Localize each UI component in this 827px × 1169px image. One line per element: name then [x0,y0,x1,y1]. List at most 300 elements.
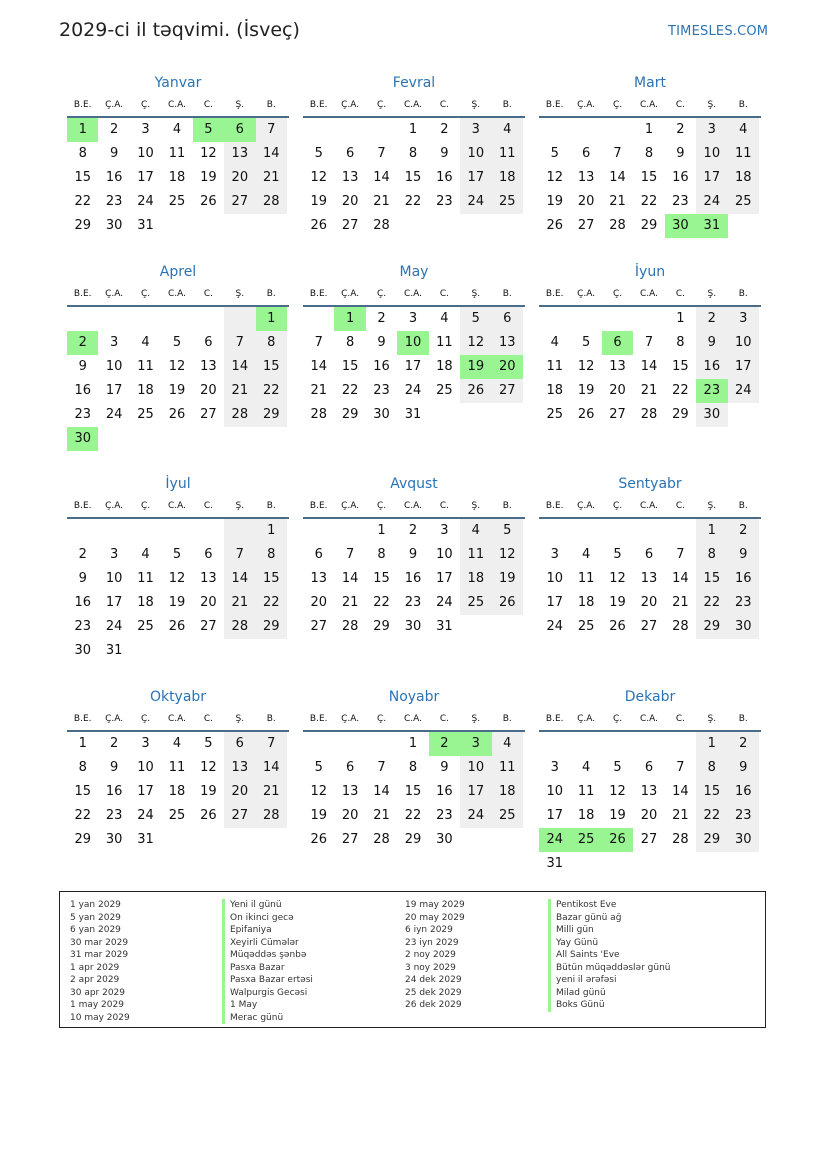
day-cell: 2 [676,122,685,137]
legend-date: 3 noy 2029 [405,962,456,973]
day-cell: 29 [373,619,390,634]
day-cell: 29 [404,832,422,847]
empty-cell [539,519,570,543]
day-cell: 17 [728,355,759,379]
day-cell: 15 [373,571,390,586]
empty-cell [633,307,664,331]
day-cell: 12 [577,359,595,374]
weekday-label: C. [203,289,213,299]
day-cell: 1 [644,122,654,137]
weekday-label: Ş. [235,501,245,511]
day-cell: 17 [105,383,123,398]
day-cell: 4 [172,736,182,751]
empty-cell [429,403,460,427]
day-cell: 29 [74,218,91,233]
day-cell: 27 [200,407,217,422]
day-cell: 16 [436,170,453,185]
empty-cell [130,519,161,543]
empty-cell [602,519,633,543]
empty-cell [161,519,192,543]
legend-date: 19 may 2029 [405,900,465,910]
empty-cell [193,639,224,663]
day-cell: 29 [256,615,287,639]
empty-cell [334,732,365,756]
day-cell: 18 [577,808,595,823]
day-cell: 28 [373,218,390,233]
day-cell: 13 [200,571,217,586]
day-cell: 23 [373,383,390,398]
day-cell: 25 [492,804,523,828]
weekday-label: Ş. [471,714,481,724]
day-cell: 3 [109,547,119,562]
weekday-label: B. [738,289,748,299]
day-cell: 5 [172,335,182,350]
weekday-header [539,495,761,519]
day-cell: 2 [67,331,98,355]
day-cell: 18 [168,170,186,185]
month-name: İyul [165,476,191,492]
day-cell: 11 [137,571,154,586]
day-cell: 10 [460,142,491,166]
weekday-label: Ç.A. [577,501,596,511]
day-cell: 27 [492,379,523,403]
day-cell: 9 [676,146,685,161]
empty-cell [602,732,633,756]
day-cell: 19 [200,784,217,799]
weekday-label: Ç.A. [577,100,596,110]
day-cell: 10 [696,142,727,166]
day-cell: 4 [581,547,591,562]
empty-cell [193,307,224,331]
day-cell: 2 [728,519,759,543]
day-cell: 23 [105,808,123,823]
day-cell: 27 [224,804,255,828]
weekday-label: C. [439,714,449,724]
day-cell: 20 [609,383,626,398]
empty-cell [161,427,192,451]
day-cell: 14 [609,170,626,185]
day-cell: 1 [78,736,87,751]
day-grid [303,307,525,427]
day-cell: 14 [256,756,287,780]
day-cell: 16 [404,571,422,586]
day-cell: 1 [696,732,727,756]
day-cell: 9 [728,543,759,567]
empty-cell [492,615,523,639]
day-cell: 3 [550,760,559,775]
weekday-label: Ş. [235,714,245,724]
day-cell: 2 [109,122,119,137]
month-11 [539,686,761,876]
day-cell: 22 [404,194,422,209]
weekday-label: B. [738,501,748,511]
day-cell: 23 [436,808,453,823]
day-cell: 21 [672,808,689,823]
day-cell: 3 [141,736,150,751]
legend-holiday-name: Yay Günü [548,937,670,950]
empty-cell [665,852,696,876]
legend-date: 1 yan 2029 [70,900,121,910]
day-cell: 8 [256,331,287,355]
weekday-header [539,94,761,118]
day-cell: 11 [436,335,453,350]
month-name: Sentyabr [618,476,682,492]
month-2 [539,72,761,238]
day-cell: 7 [256,732,287,756]
day-grid [303,118,525,238]
empty-cell [161,214,192,238]
day-grid [303,732,525,852]
day-cell: 26 [200,808,217,823]
day-cell: 15 [672,359,689,374]
weekday-header [303,708,525,732]
day-cell: 21 [373,808,390,823]
day-cell: 17 [460,780,491,804]
brand-link[interactable]: TIMESLES.COM [668,24,769,39]
day-cell: 24 [539,828,570,852]
day-cell: 5 [172,547,182,562]
month-name: May [399,264,429,280]
day-cell: 19 [168,383,186,398]
day-cell: 9 [109,146,119,161]
day-cell: 30 [105,218,123,233]
day-cell: 13 [310,571,327,586]
legend-date: 2 apr 2029 [70,975,120,985]
legend-names-left [222,899,313,1024]
legend-date: 1 may 2029 [70,1000,124,1010]
day-cell: 8 [345,335,355,350]
day-cell: 11 [168,146,186,161]
day-cell: 19 [460,355,491,379]
day-cell: 5 [460,307,491,331]
legend-dates-left [70,899,130,1024]
day-cell: 8 [408,760,418,775]
month-5 [539,261,761,427]
weekday-header [67,708,289,732]
weekday-label: Ç.A. [105,100,124,110]
day-cell: 12 [609,571,626,586]
month-9 [67,686,289,852]
day-cell: 8 [377,547,386,562]
day-cell: 24 [460,804,491,828]
weekday-label: C. [675,100,685,110]
weekday-header [539,283,761,307]
day-cell: 9 [696,331,727,355]
weekday-label: C.A. [167,100,186,110]
day-cell: 17 [105,595,123,610]
day-cell: 25 [168,194,186,209]
day-cell: 9 [78,571,87,586]
month-3 [67,261,289,451]
weekday-label: C. [203,100,213,110]
day-cell: 17 [137,784,154,799]
day-cell: 30 [728,828,759,852]
day-cell: 13 [224,142,255,166]
day-cell: 21 [256,166,287,190]
day-cell: 22 [640,194,658,209]
day-cell: 9 [728,756,759,780]
day-cell: 30 [74,643,91,658]
day-cell: 29 [341,407,359,422]
day-cell: 5 [550,146,559,161]
day-cell: 14 [310,359,327,374]
day-cell: 19 [577,383,595,398]
weekday-label: B.E. [73,501,92,511]
day-cell: 3 [728,307,759,331]
empty-cell [728,403,759,427]
day-cell: 6 [224,118,255,142]
day-cell: 26 [577,407,595,422]
day-cell: 7 [613,146,622,161]
day-cell: 22 [672,383,689,398]
day-cell: 13 [577,170,595,185]
day-cell: 20 [492,355,523,379]
empty-cell [161,828,192,852]
day-cell: 31 [696,214,727,238]
day-cell: 15 [74,170,91,185]
day-cell: 5 [492,519,523,543]
day-cell: 18 [546,383,563,398]
empty-cell [256,214,287,238]
weekday-label: Ş. [707,714,717,724]
day-cell: 2 [109,736,119,751]
day-cell: 23 [728,804,759,828]
legend-holiday-name: Walpurgis Gecəsi [222,987,313,1000]
legend-holiday-name: On ikinci gecə [222,912,313,925]
day-cell: 26 [168,619,186,634]
day-cell: 23 [105,194,123,209]
page-title: 2029-ci il təqvimi. (İsveç) [59,19,300,41]
empty-cell [130,427,161,451]
day-cell: 18 [728,166,759,190]
empty-cell [303,118,334,142]
empty-cell [570,118,601,142]
weekday-label: Ç.A. [577,289,596,299]
empty-cell [366,732,397,756]
empty-cell [492,214,523,238]
weekday-label: C.A. [639,714,658,724]
empty-cell [570,519,601,543]
day-cell: 26 [492,591,523,615]
day-cell: 7 [224,331,255,355]
legend-date: 26 dek 2029 [405,1000,462,1010]
day-cell: 12 [460,331,491,355]
day-cell: 14 [672,571,689,586]
day-cell: 9 [440,146,449,161]
day-cell: 30 [436,832,453,847]
empty-cell [492,403,523,427]
day-cell: 1 [256,519,287,543]
day-cell: 21 [256,780,287,804]
day-cell: 4 [172,122,182,137]
month-1 [303,72,525,238]
day-cell: 16 [74,383,91,398]
empty-cell [98,519,129,543]
day-cell: 8 [696,756,727,780]
day-cell: 22 [341,383,359,398]
empty-cell [303,307,334,331]
weekday-label: C. [675,714,685,724]
day-cell: 25 [436,383,453,398]
day-cell: 24 [137,808,154,823]
day-cell: 28 [640,407,658,422]
day-cell: 17 [696,166,727,190]
empty-cell [570,732,601,756]
day-cell: 11 [577,571,595,586]
day-cell: 21 [310,383,327,398]
weekday-label: B. [266,289,276,299]
legend-date: 30 apr 2029 [70,987,126,998]
day-cell: 28 [310,407,327,422]
day-cell: 19 [609,808,626,823]
legend-holiday-name: Bazar günü ağ [548,912,670,925]
month-6 [67,473,289,663]
day-cell: 11 [577,784,595,799]
weekday-label: Ş. [235,289,245,299]
weekday-label: Ç. [376,100,387,110]
day-cell: 2 [408,523,418,538]
day-cell: 17 [460,166,491,190]
day-cell: 6 [581,146,591,161]
empty-cell [366,118,397,142]
day-cell: 23 [74,619,91,634]
day-cell: 12 [546,170,563,185]
day-grid [539,307,761,427]
weekday-label: B. [738,100,748,110]
day-grid [67,519,289,663]
day-cell: 22 [256,591,287,615]
day-cell: 10 [137,760,154,775]
day-cell: 27 [200,619,217,634]
day-cell: 27 [640,832,658,847]
day-cell: 18 [577,595,595,610]
day-cell: 30 [373,407,390,422]
empty-cell [303,519,334,543]
weekday-label: B.E. [545,714,564,724]
day-cell: 22 [373,595,390,610]
day-cell: 27 [341,218,359,233]
day-cell: 30 [696,403,727,427]
day-cell: 2 [728,732,759,756]
weekday-label: Ç.A. [105,714,124,724]
empty-cell [256,639,287,663]
day-cell: 11 [460,543,491,567]
day-cell: 26 [310,218,327,233]
day-cell: 15 [74,784,91,799]
legend-holiday-name: Epifaniya [222,924,313,937]
day-cell: 4 [492,118,523,142]
legend-date: 24 dek 2029 [405,975,462,985]
legend-holiday-name: 1 May [222,999,313,1012]
day-cell: 26 [200,194,217,209]
day-cell: 16 [105,170,123,185]
day-cell: 22 [74,808,91,823]
day-cell: 20 [310,595,327,610]
day-cell: 19 [609,595,626,610]
day-cell: 21 [640,383,658,398]
day-cell: 23 [436,194,453,209]
month-0 [67,72,289,238]
day-cell: 20 [341,194,359,209]
day-cell: 21 [609,194,626,209]
weekday-label: B.E. [73,100,92,110]
month-name: İyun [634,264,666,280]
day-cell: 13 [200,359,217,374]
day-grid [67,732,289,852]
day-cell: 31 [546,856,563,871]
legend-holiday-name: yeni il ərəfəsi [548,974,670,987]
day-cell: 3 [460,118,491,142]
day-cell: 29 [672,407,689,422]
day-cell: 19 [200,170,217,185]
day-cell: 2 [78,547,87,562]
day-cell: 21 [341,595,359,610]
day-cell: 22 [696,804,727,828]
day-cell: 29 [640,218,658,233]
day-cell: 15 [696,780,727,804]
holiday-legend [59,891,766,1028]
day-grid [67,307,289,451]
empty-cell [633,732,664,756]
day-cell: 5 [204,736,213,751]
day-cell: 8 [78,760,87,775]
day-cell: 20 [640,595,658,610]
day-cell: 23 [74,407,91,422]
day-cell: 3 [460,732,491,756]
day-cell: 2 [429,732,460,756]
weekday-label: Ş. [707,100,717,110]
weekday-label: B.E. [73,714,92,724]
day-cell: 30 [728,615,759,639]
day-cell: 1 [67,118,98,142]
day-cell: 29 [696,615,727,639]
legend-date: 1 apr 2029 [70,962,120,973]
day-cell: 8 [676,335,685,350]
day-cell: 25 [728,190,759,214]
day-cell: 15 [256,355,287,379]
day-cell: 24 [436,595,453,610]
day-cell: 10 [436,547,453,562]
day-cell: 7 [345,547,355,562]
day-cell: 16 [74,595,91,610]
day-cell: 6 [345,760,355,775]
empty-cell [602,307,633,331]
day-cell: 28 [256,190,287,214]
weekday-label: Ç. [612,100,623,110]
empty-cell [67,519,98,543]
day-cell: 1 [408,736,418,751]
legend-date: 23 iyn 2029 [405,937,459,948]
legend-holiday-name: Xeyirli Cümələr [222,937,313,950]
empty-cell [334,118,365,142]
weekday-label: Ç. [140,501,151,511]
weekday-label: C.A. [639,501,658,511]
weekday-label: B. [266,100,276,110]
day-cell: 4 [550,335,559,350]
day-cell: 28 [373,832,390,847]
weekday-label: B. [266,501,276,511]
day-cell: 14 [373,784,390,799]
weekday-label: Ç.A. [341,501,360,511]
weekday-label: C.A. [403,501,422,511]
day-cell: 13 [341,784,359,799]
day-cell: 25 [570,828,601,852]
day-cell: 29 [696,828,727,852]
empty-cell [460,828,491,852]
weekday-label: Ç. [612,289,623,299]
day-cell: 15 [341,359,359,374]
legend-holiday-name: Pasxa Bazar ertəsi [222,974,313,987]
